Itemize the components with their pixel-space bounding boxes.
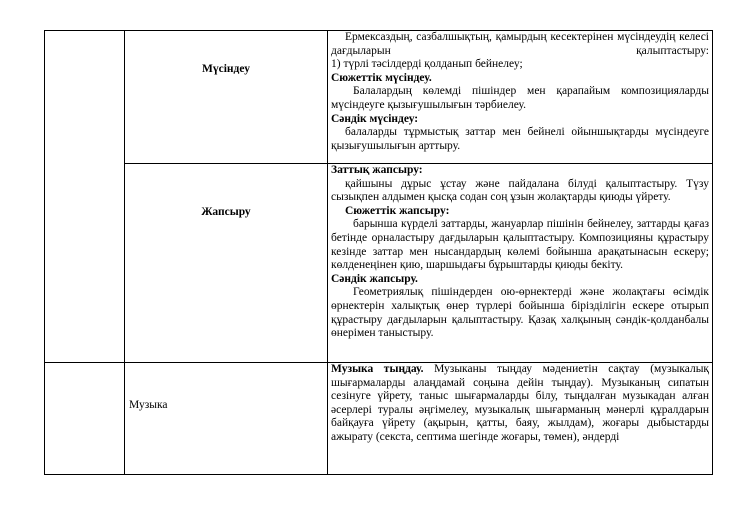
subject-cell [125, 363, 328, 475]
table-row-applique [45, 164, 713, 363]
table-row-sculpting [45, 31, 713, 164]
paragraph: Балалардың көлемді пішіндер мен қарапайым композицияларды мүсіндеуге қызығушылығын тәрбиелеу. [331, 85, 709, 111]
paragraph: барынша күрделі заттарды, жануарлар пішінін бейнелеу, заттарды қағаз бетінде орналастыру дағдыларын қалыптастыру. Композицияны құрастыру кезінде заттар мен нысандардың көлемі бойынша арақатынасын ескеру; көлденеңінен қию, шаршыдағы бұрыштарды қиюды бекіту. [331, 218, 709, 272]
content-cell [328, 363, 713, 475]
content-cell [328, 164, 713, 363]
blank-cell [45, 31, 125, 363]
content-cell [328, 31, 713, 164]
subject-name: Музыка [129, 399, 168, 411]
section-heading: Заттық жапсыру: [331, 164, 423, 176]
section-heading: Сюжеттік мүсіндеу. [331, 71, 432, 84]
blank-cell [45, 363, 125, 475]
paragraph: Музыканы тыңдау мәдениетін сақтау (музыкалық шығармаларды алаңдамай соңына дейін тыңдау). Музыканың сипатын сезінуге үйрету, таныс шығармаларды білу, тыңдалған музыкадан алған әсерлері туралы әңгімелеу, музыкалық шығарманың мәнерлі құралдарын байқауға үйрету (ақырын, қатты, баяу, жылдам), жоғары дыбыстарды ажырату (секста, септима шегінде жоғары, төмен), әндерді [331, 363, 710, 443]
intro-text: Ермексаздың, сазбалшықтың, қамырдың кесектерінен мүсіндеудің келесі дағдыларын қалыптастыру: [331, 31, 709, 57]
subject-cell [125, 31, 328, 164]
list-item: 1) түрлі тәсілдерді қолданып бейнелеу; [331, 58, 523, 71]
paragraph: қайшыны дұрыс ұстау және пайдалана білуді қалыптастыру. Түзу сызықпен алдымен қысқа содан соң ұзын жолақтарды қиюды үйрету. [331, 177, 709, 204]
section-heading: Сюжеттік жапсыру: [345, 204, 450, 217]
section-heading: Сәндік жапсыру. [331, 272, 418, 285]
subject-name: Мүсіндеу [202, 63, 250, 75]
paragraph: балаларды тұрмыстық заттар мен бейнелі ойыншықтарды мүсіндеуге қызығушылығын арттыру. [331, 126, 709, 152]
section-heading: Музыка тыңдау. [331, 363, 424, 375]
curriculum-table [44, 30, 713, 475]
paragraph: Геометриялық пішіндерден ою-өрнектерді және жолақтағы өсімдік өрнектерін халықтық өнер түрлері бойынша бірізділігін ескере отырып құрастыру дағдыларын қалыптастыру. Қазақ халқының сәндік-қолданбалы өнерімен таныстыру. [331, 286, 709, 340]
section-heading: Сәндік мүсіндеу: [331, 112, 419, 125]
subject-name: Жапсыру [201, 206, 251, 218]
subject-cell [125, 164, 328, 363]
table-row-music [45, 363, 713, 475]
